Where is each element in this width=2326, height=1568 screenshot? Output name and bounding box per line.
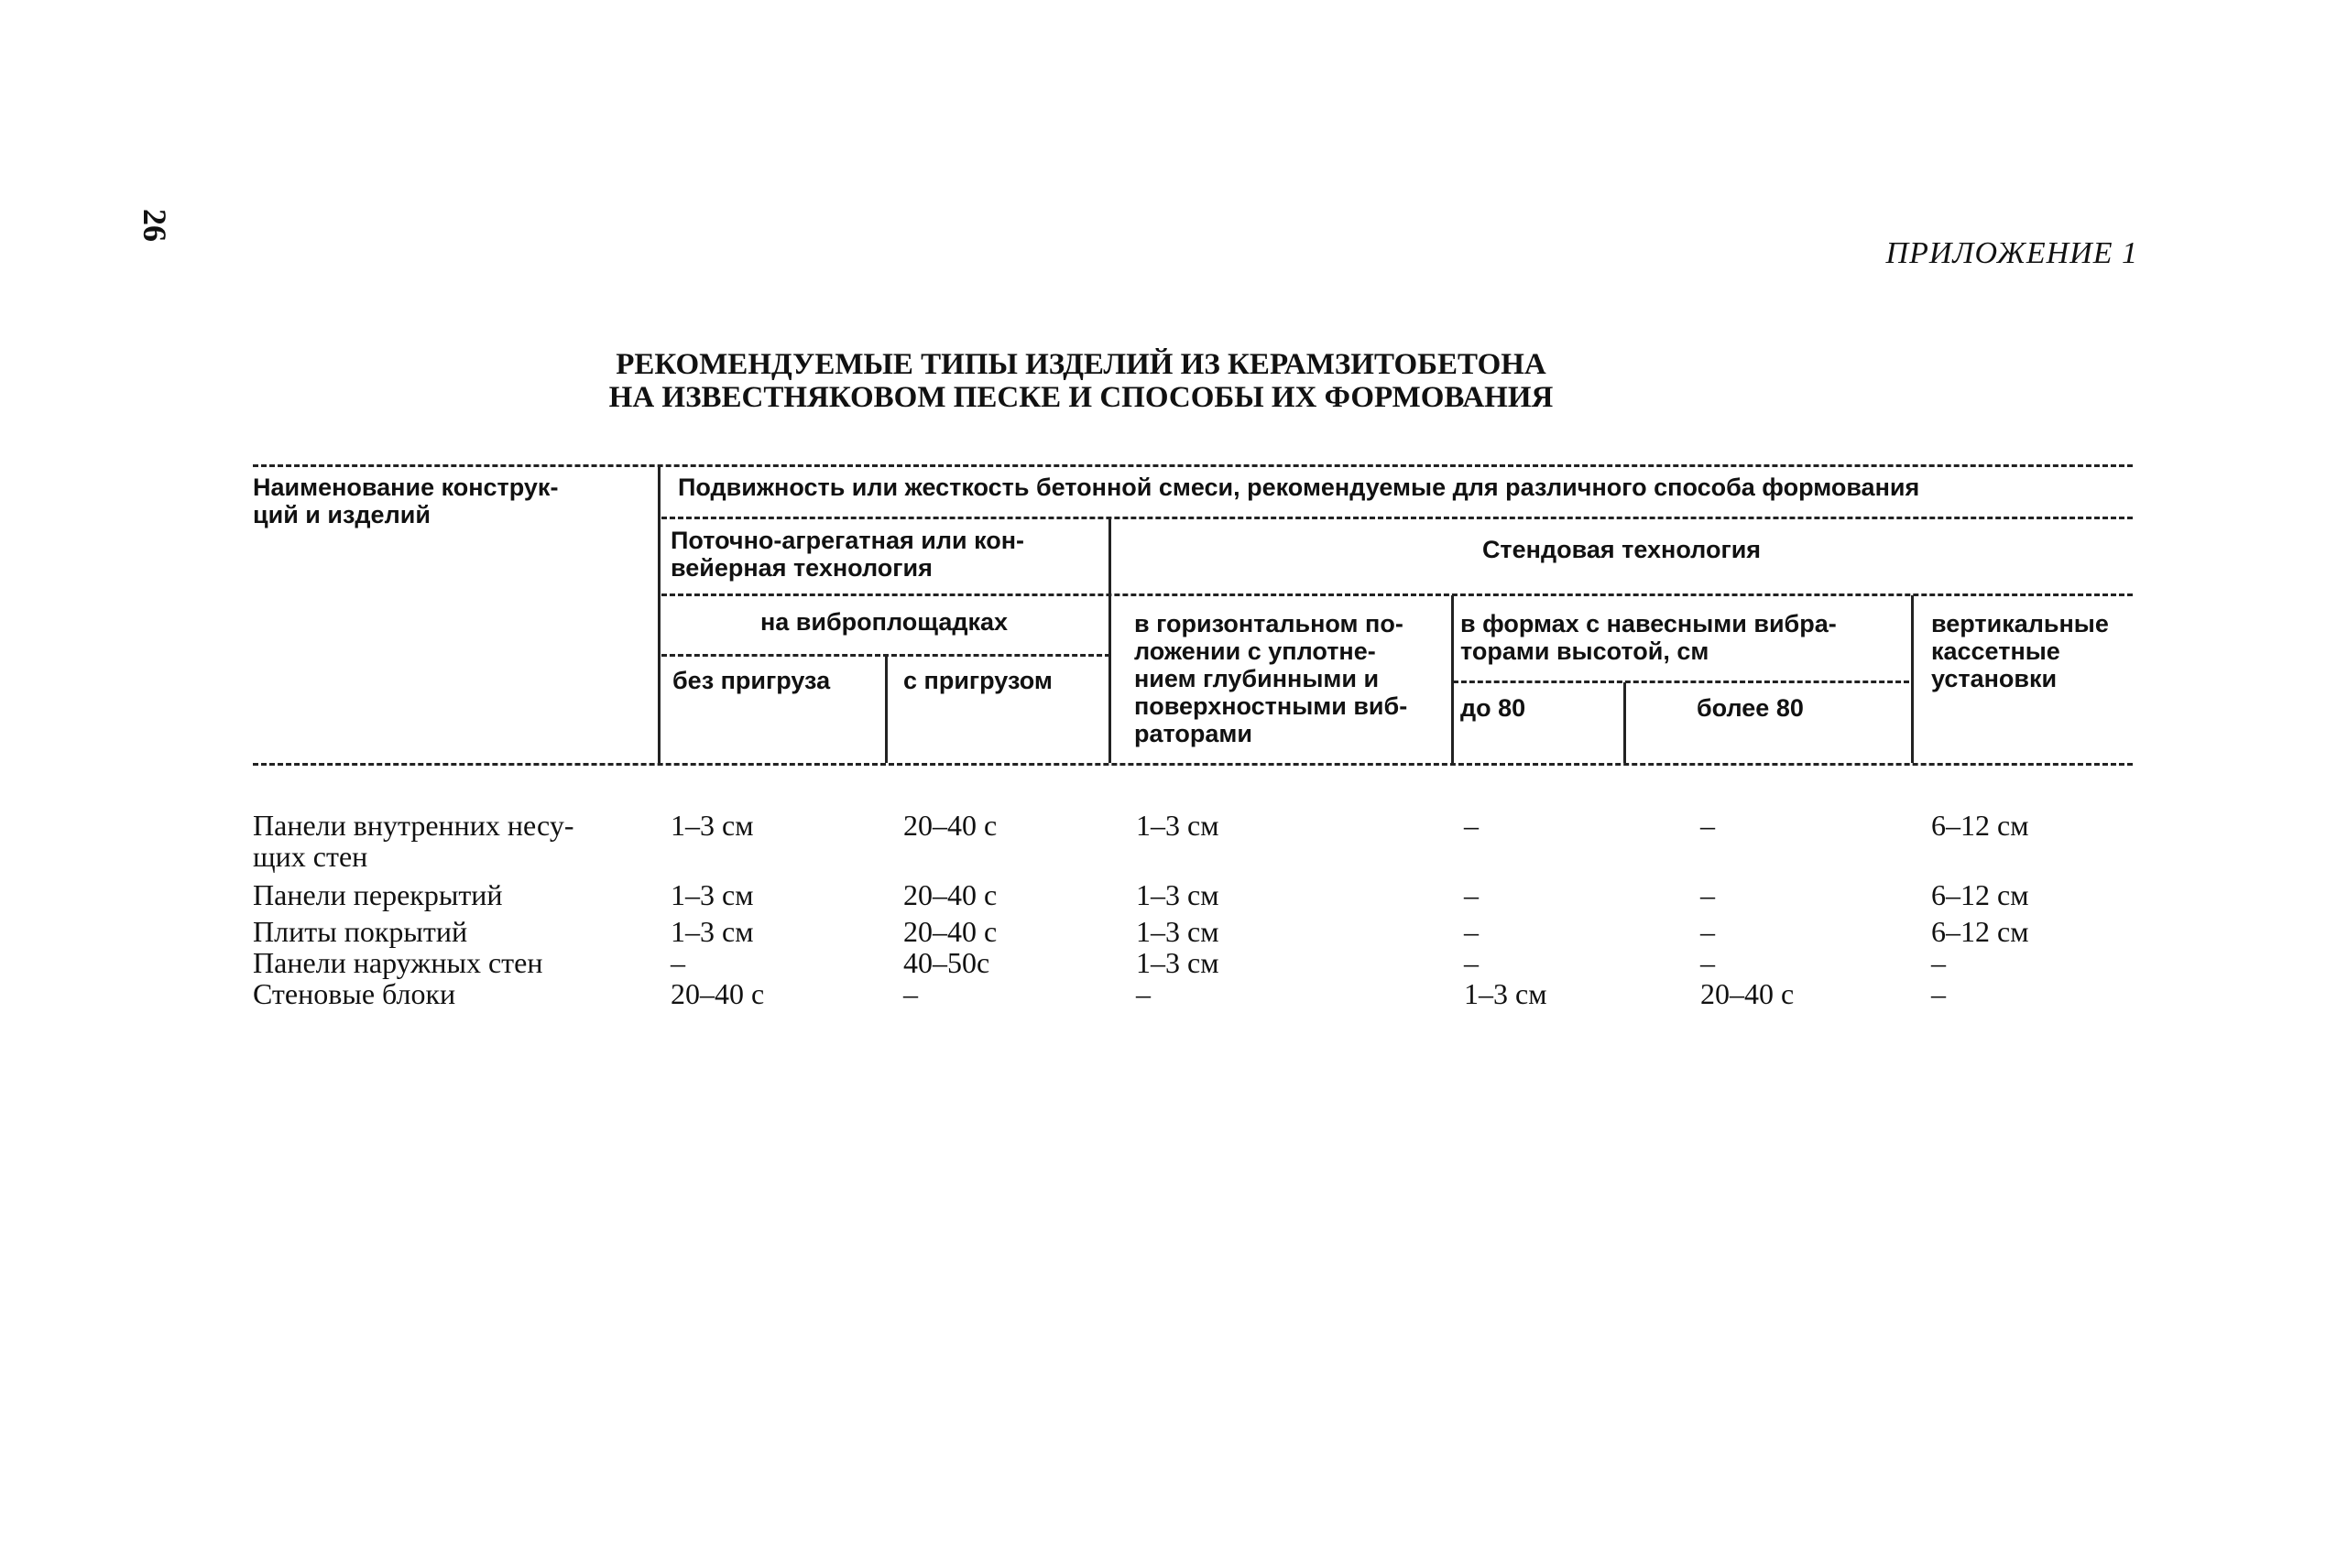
header-flow-line-1: Поточно-агрегатная или кон- [671,527,1025,554]
rule-under-mobility [661,517,2133,519]
header-vertical-line-2: кассетные [1931,637,2060,665]
cell-with-load: 20–40 с [903,915,998,948]
cell-no-load: 1–3 см [671,809,754,842]
cell-no-load: 20–40 с [671,977,765,1010]
cell-no-load: 1–3 см [671,878,754,911]
cell-over-80: – [1700,915,1715,948]
cell-up-to-80: – [1464,915,1479,948]
header-vibro: на виброплощадках [759,608,1009,636]
cell-horizontal: 1–3 см [1136,809,1219,842]
cell-vertical: 6–12 см [1931,809,2029,842]
cell-over-80: – [1700,946,1715,979]
forms-vertical-divider [1911,595,1914,763]
row-name-line-1: Стеновые блоки [253,977,456,1010]
cell-no-load: 1–3 см [671,915,754,948]
height-divider [1623,682,1626,763]
header-vertical-line-1: вертикальные [1931,610,2109,637]
cell-up-to-80: 1–3 см [1464,977,1547,1010]
header-with-load: с пригрузом [903,667,1053,694]
row-name-line-1: Плиты покрытий [253,915,468,948]
header-flow-line-2: вейерная технология [671,554,933,582]
header-horizontal-line-3: нием глубинными и [1134,665,1380,692]
cell-horizontal: 1–3 см [1136,946,1219,979]
header-horizontal-line-1: в горизонтальном по- [1134,610,1403,637]
cell-vertical: – [1931,977,1946,1010]
cell-with-load: 40–50с [903,946,990,979]
header-forms-line-2: торами высотой, см [1460,637,1709,665]
cell-up-to-80: – [1464,878,1479,911]
table-top-rule [253,464,2133,467]
cell-over-80: – [1700,809,1715,842]
cell-over-80: 20–40 с [1700,977,1795,1010]
document-title-line-1: РЕКОМЕНДУЕМЫЕ ТИПЫ ИЗДЕЛИЙ ИЗ КЕРАМЗИТОБЕТОНА [616,348,1546,381]
header-name-line-1: Наименование конструк- [253,474,559,501]
cell-up-to-80: – [1464,946,1479,979]
header-over-80: более 80 [1697,694,1804,722]
document-title-line-2: НА ИЗВЕСТНЯКОВОМ ПЕСКЕ И СПОСОБЫ ИХ ФОРМОВАНИЯ [608,381,1554,414]
cell-horizontal: 1–3 см [1136,878,1219,911]
cell-horizontal: 1–3 см [1136,915,1219,948]
load-divider [885,656,888,763]
row-name-line-1: Панели наружных стен [253,946,543,979]
header-no-load: без пригруза [672,667,831,694]
cell-horizontal: – [1136,977,1151,1010]
header-name-line-2: ций и изделий [253,501,431,528]
cell-vertical: 6–12 см [1931,878,2029,911]
page-number: 26 [137,209,173,242]
header-stand: Стендовая технология [1481,536,1762,563]
header-mobility: Подвижность или жесткость бетонной смеси, рекомендуемые для различного способа формования [678,474,1920,501]
cell-vertical: – [1931,946,1946,979]
cell-up-to-80: – [1464,809,1479,842]
cell-with-load: 20–40 с [903,878,998,911]
row-name-line-1: Панели внутренних несу- [253,809,574,842]
row-name-line-2: щих стен [253,840,368,873]
table-header-bottom-rule [253,763,2133,766]
header-forms-line-1: в формах с навесными вибра- [1460,610,1837,637]
cell-no-load: – [671,946,685,979]
cell-over-80: – [1700,878,1715,911]
cell-vertical: 6–12 см [1931,915,2029,948]
header-up-to-80: до 80 [1460,694,1526,722]
cell-with-load: – [903,977,918,1010]
appendix-label: ПРИЛОЖЕНИЕ 1 [1885,236,2138,270]
header-horizontal-line-4: поверхностными виб- [1134,692,1408,720]
rule-under-forms [1453,681,1909,683]
header-vertical-line-3: установки [1931,665,2058,692]
horizontal-forms-divider [1451,595,1454,763]
row-name-line-1: Панели перекрытий [253,878,503,911]
cell-with-load: 20–40 с [903,809,998,842]
header-horizontal-line-2: ложении с уплотне- [1134,637,1376,665]
header-horizontal-line-5: раторами [1134,720,1252,747]
